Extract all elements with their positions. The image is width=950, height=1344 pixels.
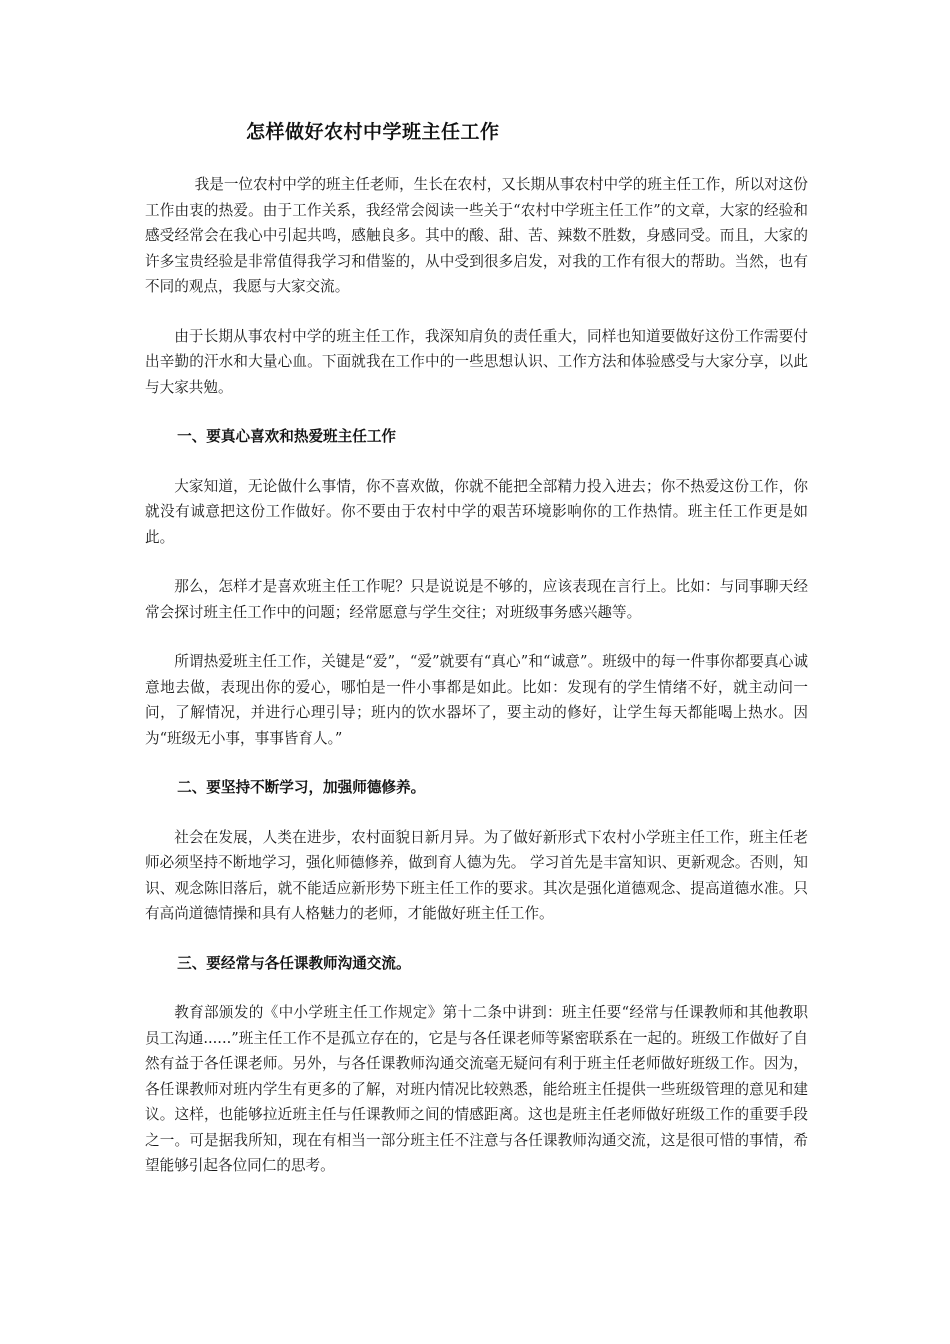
document-page — [145, 118, 808, 1203]
paragraph-section1-a: 大家知道，无论做什么事情，你不喜欢做，你就不能把全部精力投入进去；你不热爱这份工作，你就没有诚意把这份工作做好。你不要由于农村中学的艰苦环境影响你的工作热情。班主任工作更是如此。 — [145, 477, 808, 546]
paragraph-section1-c: 所谓热爱班主任工作，关键是“爱”，“爱”就要有“真心”和“诚意”。班级中的每一件事你都要真心诚意地去做，表现出你的爱心，哪怕是一件小事都是如此。比如：发现有的学生情绪不好，就主动问一问，了解情况，并进行心理引导；班内的饮水器坏了，要主动的修好，让学生每天都能喝上热水。因为“班级无小事，事事皆育人。” — [145, 653, 808, 747]
paragraph-section1-b: 那么，怎样才是喜欢班主任工作呢？只是说说是不够的，应该表现在言行上。比如：与同事聊天经常会探讨班主任工作中的问题；经常愿意与学生交往；对班级事务感兴趣等。 — [145, 578, 808, 621]
section-heading-1: 一、要真心喜欢和热爱班主任工作 — [177, 428, 397, 445]
document-title: 怎样做好农村中学班主任工作 — [246, 121, 500, 143]
paragraph-section2: 社会在发展，人类在进步，农村面貌日新月异。为了做好新形式下农村小学班主任工作，班主任老师必须坚持不断地学习，强化师德修养，做到育人德为先。 学习首先是丰富知识、更新观念。否则，知识、观念陈旧落后，就不能适应新形势下班主任工作的要求。其次是强化道德观念、提高道德水准。只有高尚道德情操和具有人格魅力的老师，才能做好班主任工作。 — [145, 828, 808, 922]
paragraph-responsibility: 由于长期从事农村中学的班主任工作，我深知肩负的责任重大，同样也知道要做好这份工作需要付出辛勤的汗水和大量心血。下面就我在工作中的一些思想认识、工作方法和体验感受与大家分享，以此与大家共勉。 — [145, 327, 808, 396]
paragraph-section3: 教育部颁发的《中小学班主任工作规定》第十二条中讲到：班主任要“经常与任课教师和其他教职员工沟通......”班主任工作不是孤立存在的，它是与各任课老师等紧密联系在一起的。班级工作做好了自然有益于各任课老师。另外，与各任课教师沟通交流毫无疑问有利于班主任老师做好班级工作。因为，各任课教师对班内学生有更多的了解，对班内情况比较熟悉，能给班主任提供一些班级管理的意见和建议。这样，也能够拉近班主任与任课教师之间的情感距离。这也是班主任老师做好班级工作的重要手段之一。可是据我所知，现在有相当一部分班主任不注意与各任课教师沟通交流，这是很可惜的事情，希望能够引起各位同仁的思考。 — [145, 1004, 808, 1174]
paragraph-intro: 我是一位农村中学的班主任老师，生长在农村，又长期从事农村中学的班主任工作，所以对这份工作由衷的热爱。由于工作关系，我经常会阅读一些关于“农村中学班主任工作”的文章，大家的经验和感受经常会在我心中引起共鸣，感触良多。其中的酸、甜、苦、辣数不胜数，身感同受。而且，大家的许多宝贵经验是非常值得我学习和借鉴的，从中受到很多启发，对我的工作有很大的帮助。当然，也有不同的观点，我愿与大家交流。 — [145, 176, 808, 295]
section-heading-3: 三、要经常与各任课教师沟通交流。 — [177, 954, 411, 972]
section-heading-2: 二、要坚持不断学习，加强师德修养。 — [177, 779, 426, 796]
